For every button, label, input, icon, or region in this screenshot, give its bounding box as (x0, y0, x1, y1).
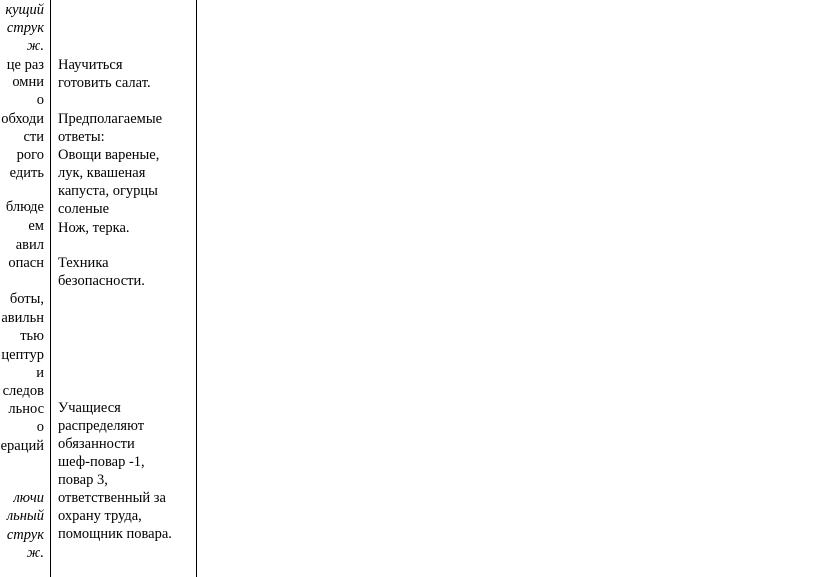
left-cell-line: кущий (5, 2, 44, 18)
left-cell-line: ераций (0, 438, 44, 454)
left-cell-line: струк (6, 527, 44, 543)
left-column (0, 0, 50, 577)
right-cell-line: Овощи вареные, (58, 147, 160, 163)
right-cell-line: шеф-повар -1, (58, 454, 145, 470)
right-cell-line: распределяют (58, 418, 145, 434)
right-column (58, 0, 194, 577)
left-cell-line: омни (12, 74, 44, 90)
right-cell-line: капуста, огурцы (58, 183, 158, 199)
left-cell-line: авильн (1, 310, 44, 326)
right-cell-line: соленые (58, 201, 110, 217)
left-cell-line: ем (28, 218, 44, 234)
right-cell-line: помощник повара. (58, 526, 172, 542)
right-cell-line: Нож, терка. (58, 220, 130, 236)
left-cell-line: цептур (1, 347, 44, 363)
left-cell-line: це раз (6, 57, 44, 73)
left-cell-line: следов (2, 383, 44, 399)
right-cell-line: ответственный за (58, 490, 166, 506)
right-cell-line: Техника (58, 255, 109, 271)
column-divider (50, 0, 51, 577)
right-cell-line: готовить салат. (58, 75, 151, 91)
left-cell-line: льнос (8, 401, 44, 417)
document-table (0, 0, 197, 577)
left-cell-line: едить (9, 165, 44, 181)
right-cell-line: безопасности. (58, 273, 145, 289)
left-cell-line: тью (20, 328, 44, 344)
left-cell-line: о (36, 419, 44, 435)
left-cell-line: ж. (26, 38, 44, 54)
left-cell-line: рого (16, 147, 44, 163)
right-cell-line: обязанности (58, 436, 135, 452)
left-cell-line: о (36, 92, 44, 108)
left-cell-line: ж. (26, 545, 44, 561)
right-cell-line: Учащиеся (58, 400, 121, 416)
right-cell-line: повар 3, (58, 472, 108, 488)
right-cell-line: лук, квашеная (58, 165, 146, 181)
left-cell-line: льный (6, 508, 44, 524)
right-cell-line: Научиться (58, 57, 123, 73)
left-cell-line: обходи (1, 111, 44, 127)
left-cell-line: боты, (9, 291, 44, 307)
right-cell-line: охрану труда, (58, 508, 142, 524)
right-cell-line: ответы: (58, 129, 105, 145)
left-cell-line: опасн (8, 255, 44, 271)
left-cell-line: сти (23, 129, 44, 145)
left-cell-line: авил (15, 237, 44, 253)
left-cell-line: блюде (5, 199, 44, 215)
left-cell-line: струк (6, 20, 44, 36)
left-cell-line: лючи (13, 490, 44, 506)
left-cell-line: и (36, 365, 44, 381)
right-cell-line: Предполагаемые (58, 111, 163, 127)
